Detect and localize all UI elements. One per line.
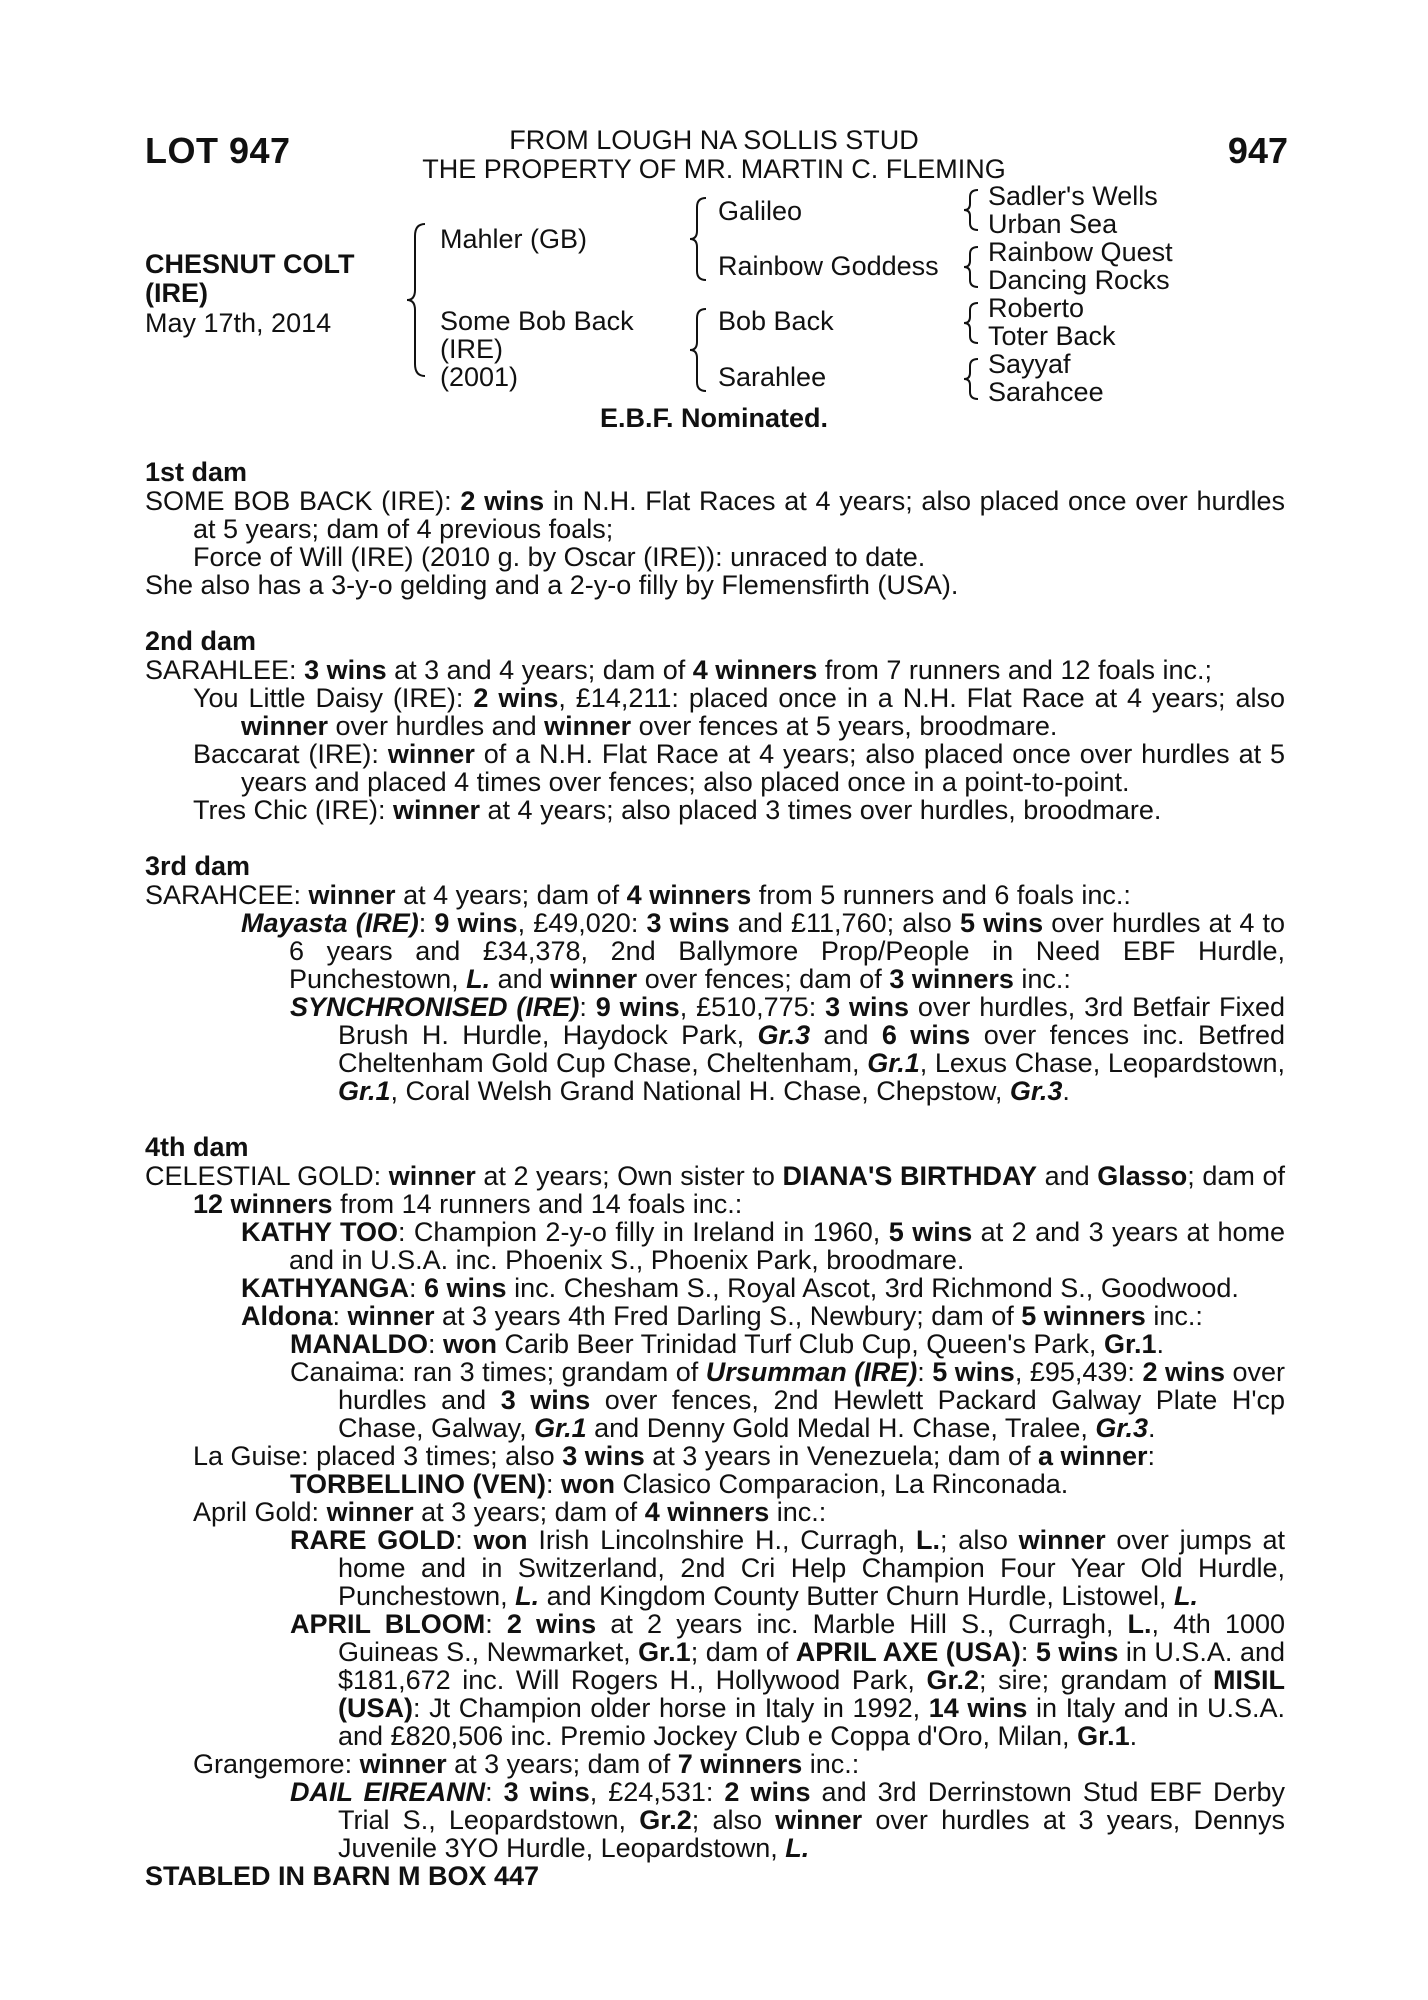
pedigree-brace-sire bbox=[688, 195, 710, 283]
pedigree-paragraph bbox=[145, 1470, 1285, 1498]
fourth-dam-heading: 4th dam bbox=[145, 1132, 249, 1162]
pedigree-brace-main bbox=[405, 220, 429, 380]
emphasis-text: Gr.3 bbox=[1009, 1076, 1063, 1106]
second-dam-section bbox=[145, 656, 1285, 824]
pedigree-paragraph bbox=[145, 740, 1285, 796]
pedigree-brace-dam bbox=[688, 306, 710, 394]
emphasis-text: 3 wins bbox=[304, 655, 387, 685]
emphasis-text: L. bbox=[916, 1525, 941, 1555]
text-run: at 3 years 4th Fred Darling S., Newbury; dam of bbox=[434, 1301, 1022, 1331]
pedigree-paragraph bbox=[145, 1778, 1285, 1862]
emphasis-text: 5 wins bbox=[959, 908, 1044, 938]
emphasis-text: 9 wins bbox=[434, 908, 518, 938]
emphasis-text: winner bbox=[393, 795, 481, 825]
text-run: . bbox=[1062, 1076, 1070, 1106]
emphasis-text: 5 wins bbox=[888, 1217, 973, 1247]
pedigree-paragraph bbox=[145, 656, 1285, 684]
pedigree-paragraph bbox=[145, 1274, 1285, 1302]
emphasis-text: Gr.2 bbox=[926, 1665, 979, 1695]
text-run: and 3rd Derrinstown Stud EBF Derby Trial S., Leopardstown, bbox=[338, 1777, 1285, 1835]
pedigree-paragraph bbox=[145, 1358, 1285, 1442]
text-run: . bbox=[1156, 1329, 1164, 1359]
text-run: inc.: bbox=[1145, 1301, 1203, 1331]
pedigree-paragraph bbox=[145, 1302, 1285, 1330]
emphasis-text: Ursumman (IRE) bbox=[705, 1357, 918, 1387]
emphasis-text: KATHYANGA bbox=[241, 1273, 410, 1303]
emphasis-text: 2 wins bbox=[473, 683, 559, 713]
dam-sire-name: Bob Back bbox=[718, 306, 834, 336]
text-run: SARAHLEE: bbox=[145, 655, 305, 685]
emphasis-text: 6 wins bbox=[881, 1020, 971, 1050]
grandsire-3: Roberto bbox=[988, 293, 1085, 323]
granddam-4: Sarahcee bbox=[988, 377, 1104, 407]
emphasis-text: 5 wins bbox=[932, 1357, 1015, 1387]
pedigree-paragraph bbox=[145, 1498, 1285, 1526]
text-run: over fences, 2nd Hewlett Packard Galway Plate H'cp Chase, Galway, bbox=[338, 1385, 1286, 1443]
first-dam-section bbox=[145, 487, 1285, 599]
text-run: Baccarat (IRE): bbox=[193, 739, 388, 769]
lot-number: 947 bbox=[1227, 130, 1288, 171]
emphasis-text: 2 wins bbox=[1142, 1357, 1225, 1387]
text-run: over jumps at home and in Switzerland, 2nd Cri Help Champion Four Year Old Hurdle, Punchestown, bbox=[338, 1525, 1285, 1611]
emphasis-text: Gr.1 bbox=[534, 1413, 587, 1443]
text-run: , £49,020: bbox=[517, 908, 647, 938]
text-run: over fences inc. Betfred Cheltenham Gold Cup Chase, Cheltenham, bbox=[338, 1020, 1285, 1078]
emphasis-text: RARE GOLD bbox=[290, 1525, 456, 1555]
text-run: and Denny Gold Medal H. Chase, Tralee, bbox=[586, 1413, 1096, 1443]
text-run: at 2 years; Own sister to bbox=[475, 1161, 783, 1191]
emphasis-text: 9 wins bbox=[595, 992, 680, 1022]
second-dam-heading: 2nd dam bbox=[145, 626, 257, 656]
emphasis-text: Glasso bbox=[1097, 1161, 1188, 1191]
text-run: : bbox=[1147, 1441, 1156, 1471]
text-run: , £510,775: bbox=[679, 992, 826, 1022]
pedigree-brace-g2 bbox=[962, 244, 982, 290]
dam-dam-name: Sarahlee bbox=[718, 362, 827, 392]
text-run: at 3 years in Venezuela; dam of bbox=[644, 1441, 1038, 1471]
emphasis-text: 3 wins bbox=[562, 1441, 645, 1471]
emphasis-text: 2 wins bbox=[460, 486, 545, 516]
text-run: : bbox=[1020, 1637, 1036, 1667]
text-run: : bbox=[427, 1329, 443, 1359]
emphasis-text: Gr.1 bbox=[867, 1048, 920, 1078]
emphasis-text: winner bbox=[550, 964, 638, 994]
sire-sire-name: Galileo bbox=[718, 196, 803, 226]
emphasis-text: won bbox=[473, 1525, 528, 1555]
horse-name: CHESNUT COLT bbox=[145, 249, 355, 279]
emphasis-text: 2 wins bbox=[506, 1609, 597, 1639]
text-run: CELESTIAL GOLD: bbox=[145, 1161, 389, 1191]
text-run: . bbox=[1129, 1721, 1138, 1751]
text-run: April Gold: bbox=[193, 1497, 327, 1527]
emphasis-text: winner bbox=[347, 1301, 435, 1331]
dam-name: Some Bob Back (IRE) (2001) bbox=[440, 306, 634, 392]
emphasis-text: KATHY TOO bbox=[241, 1217, 398, 1247]
text-run: at 2 and 3 years at home and in U.S.A. inc. Phoenix S., Phoenix Park, broodmare. bbox=[289, 1217, 1286, 1275]
emphasis-text: L. bbox=[1127, 1609, 1152, 1639]
text-run: : Jt Champion older horse in Italy in 1992, bbox=[413, 1693, 929, 1723]
text-run: ; sire; grandam of bbox=[978, 1665, 1213, 1695]
emphasis-text: DAIL EIREANN bbox=[290, 1777, 486, 1807]
text-run: You Little Daisy (IRE): bbox=[193, 683, 474, 713]
text-run: inc.: bbox=[769, 1497, 827, 1527]
text-run: Force of Will (IRE) (2010 g. by Oscar (IRE)): unraced to date. bbox=[193, 542, 926, 572]
text-run: at 2 years inc. Marble Hill S., Curragh, bbox=[596, 1609, 1128, 1639]
pedigree-paragraph bbox=[145, 684, 1285, 740]
grandsire-2: Rainbow Quest bbox=[988, 237, 1173, 267]
text-run: : bbox=[455, 1525, 474, 1555]
text-run: SOME BOB BACK (IRE): bbox=[145, 486, 461, 516]
pedigree-paragraph bbox=[145, 909, 1285, 993]
text-run: Irish Lincolnshire H., Curragh, bbox=[527, 1525, 917, 1555]
text-run: over hurdles at 4 to 6 years and £34,378, 2nd Ballymore Prop/People in Need EBF Hurdle, Punchestown, bbox=[289, 908, 1286, 994]
pedigree-paragraph bbox=[145, 1442, 1285, 1470]
pedigree-paragraph bbox=[145, 1526, 1285, 1610]
text-run: in N.H. Flat Races at 4 years; also placed once over hurdles at 5 years; dam of 4 previous foals; bbox=[193, 486, 1285, 544]
emphasis-text: 2 wins bbox=[724, 1777, 811, 1807]
text-run: ; also bbox=[691, 1805, 776, 1835]
pedigree-brace-g4 bbox=[962, 356, 982, 402]
granddam-1: Urban Sea bbox=[988, 209, 1118, 239]
text-run: SARAHCEE: bbox=[145, 880, 309, 910]
emphasis-text: 3 wins bbox=[825, 992, 909, 1022]
text-run: and bbox=[810, 1020, 882, 1050]
text-run: and £11,760; also bbox=[729, 908, 960, 938]
emphasis-text: APRIL BLOOM bbox=[290, 1609, 486, 1639]
text-run: La Guise: placed 3 times; also bbox=[193, 1441, 563, 1471]
text-run: in U.S.A. and $181,672 inc. Will Rogers H., Hollywood Park, bbox=[338, 1637, 1285, 1695]
grandsire-4: Sayyaf bbox=[988, 349, 1071, 379]
emphasis-text: 12 winners bbox=[193, 1189, 333, 1219]
pedigree-paragraph bbox=[145, 993, 1285, 1105]
text-run: and bbox=[1037, 1161, 1098, 1191]
text-run: , Coral Welsh Grand National H. Chase, Chepstow, bbox=[390, 1076, 1010, 1106]
emphasis-text: L. bbox=[1173, 1581, 1198, 1611]
emphasis-text: Gr.3 bbox=[1095, 1413, 1148, 1443]
emphasis-text: Gr.1 bbox=[638, 1637, 691, 1667]
emphasis-text: winner bbox=[326, 1497, 414, 1527]
lot-label: LOT 947 bbox=[145, 130, 291, 171]
emphasis-text: 3 winners bbox=[889, 964, 1014, 994]
first-dam-heading: 1st dam bbox=[145, 457, 248, 487]
pedigree-paragraph bbox=[145, 1610, 1285, 1750]
text-run: from 7 runners and 12 foals inc.; bbox=[817, 655, 1213, 685]
text-run: inc.: bbox=[802, 1749, 860, 1779]
pedigree-brace-g1 bbox=[962, 187, 982, 233]
text-run: : bbox=[332, 1301, 348, 1331]
emphasis-text: APRIL AXE (USA) bbox=[795, 1637, 1021, 1667]
sire-dam-name: Rainbow Goddess bbox=[718, 251, 939, 281]
text-run: over hurdles, 3rd Betfair Fixed Brush H. Hurdle, Haydock Park, bbox=[338, 992, 1286, 1050]
pedigree-paragraph bbox=[145, 571, 1285, 599]
text-run: : bbox=[485, 1609, 507, 1639]
emphasis-text: 4 winners bbox=[644, 1497, 770, 1527]
pedigree-paragraph bbox=[145, 1330, 1285, 1358]
emphasis-text: L. bbox=[785, 1833, 810, 1863]
text-run: Clasico Comparacion, La Rinconada. bbox=[615, 1469, 1069, 1499]
emphasis-text: Gr.1 bbox=[338, 1076, 391, 1106]
consignor-line: FROM LOUGH NA SOLLIS STUD bbox=[509, 125, 919, 155]
third-dam-section bbox=[145, 881, 1285, 1105]
emphasis-text: 3 wins bbox=[646, 908, 730, 938]
text-run: : bbox=[418, 908, 435, 938]
emphasis-text: DIANA'S BIRTHDAY bbox=[782, 1161, 1037, 1191]
emphasis-text: Gr.1 bbox=[1103, 1329, 1157, 1359]
text-run: : bbox=[579, 992, 596, 1022]
pedigree-paragraph bbox=[145, 1750, 1285, 1778]
text-run: , 4th 1000 Guineas S., Newmarket, bbox=[338, 1609, 1286, 1667]
fourth-dam-section bbox=[145, 1162, 1285, 1862]
text-run: over hurdles at 3 years, Dennys Juvenile 3YO Hurdle, Leopardstown, bbox=[338, 1805, 1285, 1863]
sire-name: Mahler (GB) bbox=[440, 224, 588, 254]
text-run: from 14 runners and 14 foals inc.: bbox=[332, 1189, 743, 1219]
emphasis-text: 4 winners bbox=[692, 655, 818, 685]
text-run: Tres Chic (IRE): bbox=[193, 795, 394, 825]
date-of-birth: May 17th, 2014 bbox=[145, 308, 332, 338]
emphasis-text: 4 winners bbox=[626, 880, 752, 910]
text-run: Carib Beer Trinidad Turf Club Cup, Queen's Park, bbox=[497, 1329, 1104, 1359]
emphasis-text: Gr.3 bbox=[757, 1020, 811, 1050]
emphasis-text: SYNCHRONISED (IRE) bbox=[290, 992, 580, 1022]
text-run: inc. Chesham S., Royal Ascot, 3rd Richmond S., Goodwood. bbox=[506, 1273, 1239, 1303]
text-run: over hurdles and bbox=[338, 1357, 1286, 1415]
emphasis-text: a winner bbox=[1037, 1441, 1148, 1471]
text-run: : bbox=[409, 1273, 425, 1303]
text-run: of a N.H. Flat Race at 4 years; also placed once over hurdles at 5 years and placed 4 times over fences; also placed once in a point-to-point. bbox=[241, 739, 1285, 797]
pedigree-paragraph bbox=[145, 487, 1285, 543]
text-run: , £14,211: placed once in a N.H. Flat Race at 4 years; also bbox=[558, 683, 1286, 713]
text-run: Grangemore: bbox=[193, 1749, 360, 1779]
text-run: ; dam of bbox=[1187, 1161, 1285, 1191]
granddam-3: Toter Back bbox=[988, 321, 1116, 351]
emphasis-text: Gr.1 bbox=[1077, 1721, 1130, 1751]
text-run: , £95,439: bbox=[1014, 1357, 1143, 1387]
emphasis-text: Aldona bbox=[241, 1301, 333, 1331]
emphasis-text: won bbox=[443, 1329, 497, 1359]
horse-country: (IRE) bbox=[145, 278, 208, 308]
emphasis-text: 14 wins bbox=[928, 1693, 1028, 1723]
emphasis-text: Gr.2 bbox=[639, 1805, 692, 1835]
text-run: She also has a 3-y-o gelding and a 2-y-o filly by Flemensfirth (USA). bbox=[145, 570, 959, 600]
grandsire-1: Sadler's Wells bbox=[988, 181, 1158, 211]
pedigree-paragraph bbox=[145, 796, 1285, 824]
emphasis-text: 5 wins bbox=[1035, 1637, 1119, 1667]
emphasis-text: winner bbox=[241, 711, 329, 741]
emphasis-text: winner bbox=[388, 1161, 476, 1191]
text-run: , £24,531: bbox=[589, 1777, 725, 1807]
emphasis-text: L. bbox=[515, 1581, 540, 1611]
emphasis-text: 6 wins bbox=[424, 1273, 507, 1303]
emphasis-text: Mayasta (IRE) bbox=[241, 908, 419, 938]
emphasis-text: 3 wins bbox=[500, 1385, 591, 1415]
text-run: : bbox=[917, 1357, 933, 1387]
emphasis-text: winner bbox=[308, 880, 396, 910]
text-run: at 3 years; dam of bbox=[413, 1497, 645, 1527]
text-run: and Kingdom County Butter Churn Hurdle, Listowel, bbox=[539, 1581, 1174, 1611]
text-run: : bbox=[546, 1469, 562, 1499]
text-run: and bbox=[490, 964, 551, 994]
emphasis-text: winner bbox=[387, 739, 475, 769]
emphasis-text: TORBELLINO (VEN) bbox=[290, 1469, 546, 1499]
text-run: ; also bbox=[940, 1525, 1019, 1555]
emphasis-text: winner bbox=[775, 1805, 863, 1835]
pedigree-paragraph bbox=[145, 1162, 1285, 1218]
emphasis-text: MISIL (USA) bbox=[338, 1665, 1285, 1723]
pedigree-paragraph bbox=[145, 543, 1285, 571]
text-run: from 5 runners and 6 foals inc.: bbox=[751, 880, 1131, 910]
emphasis-text: won bbox=[561, 1469, 616, 1499]
pedigree-paragraph bbox=[145, 1218, 1285, 1274]
text-run: , Lexus Chase, Leopardstown, bbox=[919, 1048, 1285, 1078]
emphasis-text: winner bbox=[544, 711, 632, 741]
granddam-2: Dancing Rocks bbox=[988, 265, 1170, 295]
third-dam-heading: 3rd dam bbox=[145, 851, 251, 881]
emphasis-text: winner bbox=[359, 1749, 447, 1779]
text-run: . bbox=[1147, 1413, 1156, 1443]
text-run: at 3 years; dam of bbox=[446, 1749, 678, 1779]
catalogue-body bbox=[145, 458, 1285, 1890]
text-run: at 3 and 4 years; dam of bbox=[386, 655, 693, 685]
emphasis-text: winner bbox=[1018, 1525, 1106, 1555]
text-run: over fences at 5 years, broodmare. bbox=[631, 711, 1058, 741]
emphasis-text: 5 winners bbox=[1021, 1301, 1146, 1331]
text-run: ; dam of bbox=[690, 1637, 796, 1667]
text-run: over hurdles and bbox=[328, 711, 545, 741]
text-run: in Italy and in U.S.A. and £820,506 inc. Premio Jockey Club e Coppa d'Oro, Milan, bbox=[338, 1693, 1286, 1751]
pedigree-paragraph bbox=[145, 881, 1285, 909]
emphasis-text: 3 wins bbox=[503, 1777, 590, 1807]
emphasis-text: MANALDO bbox=[290, 1329, 428, 1359]
owner-line: THE PROPERTY OF MR. MARTIN C. FLEMING bbox=[422, 154, 1006, 184]
pedigree-brace-g3 bbox=[962, 300, 982, 346]
emphasis-text: L. bbox=[466, 964, 491, 994]
horse-description bbox=[145, 250, 355, 308]
text-run: : bbox=[485, 1777, 504, 1807]
text-run: : Champion 2-y-o filly in Ireland in 1960, bbox=[397, 1217, 889, 1247]
emphasis-text: 7 winners bbox=[677, 1749, 803, 1779]
text-run: at 4 years; also placed 3 times over hurdles, broodmare. bbox=[480, 795, 1162, 825]
ebf-nomination: E.B.F. Nominated. bbox=[599, 403, 829, 433]
stabling-info: STABLED IN BARN M BOX 447 bbox=[145, 1861, 540, 1891]
text-run: at 4 years; dam of bbox=[395, 880, 627, 910]
text-run: over fences; dam of bbox=[637, 964, 890, 994]
text-run: inc.: bbox=[1013, 964, 1071, 994]
text-run: Canaima: ran 3 times; grandam of bbox=[290, 1357, 706, 1387]
